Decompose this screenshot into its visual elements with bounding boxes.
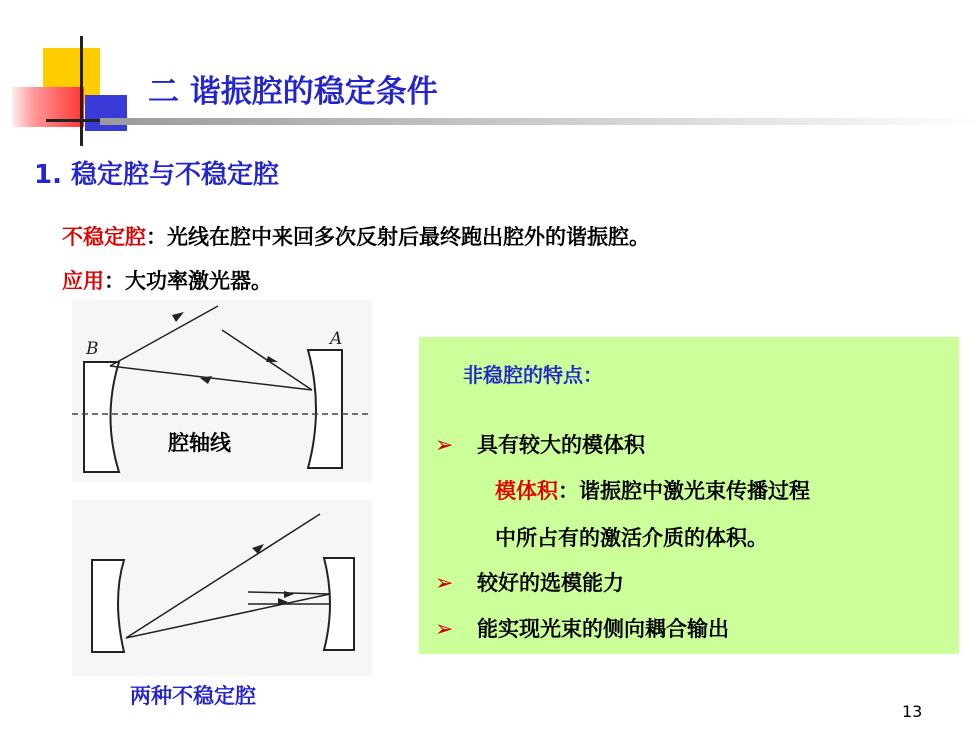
- features-heading: 非稳腔的特点：: [463, 363, 603, 387]
- mirror-a-label: A: [330, 329, 343, 349]
- application-line: [62, 265, 272, 295]
- title-underline: [100, 118, 980, 125]
- bullet-arrow-icon: ➢: [435, 571, 454, 596]
- mode-volume-term: 模体积: [495, 479, 558, 503]
- axis-label: 腔轴线: [168, 431, 231, 455]
- feature-item-3-text: 能实现光束的侧向耦合输出: [477, 617, 729, 641]
- feature-item-1: [435, 429, 645, 459]
- page-title: 二 谐振腔的稳定条件: [148, 74, 438, 110]
- mode-volume-text-1: 谐振腔中激光束传播过程: [579, 479, 810, 503]
- definition-term: 不稳定腔: [62, 225, 146, 249]
- features-box: [419, 337, 959, 654]
- bullet-arrow-icon: ➢: [435, 433, 454, 458]
- figure-caption: 两种不稳定腔: [130, 684, 256, 708]
- application-separator: ：: [104, 269, 125, 293]
- application-term: 应用: [62, 269, 104, 293]
- application-text: 大功率激光器。: [125, 269, 272, 293]
- feature-item-3: [435, 613, 729, 643]
- mode-volume-definition-line1: [495, 475, 810, 505]
- logo-vertical-line: [80, 36, 83, 146]
- mirror-b-label: B: [86, 339, 99, 359]
- feature-item-1-text: 具有较大的模体积: [477, 433, 645, 457]
- feature-item-2-text: 较好的选模能力: [477, 571, 624, 595]
- mode-volume-separator: ：: [558, 479, 579, 503]
- bullet-arrow-icon: ➢: [435, 617, 454, 642]
- definition-line: [62, 221, 650, 251]
- feature-item-2: [435, 567, 624, 597]
- page-number: 13: [902, 702, 923, 721]
- logo-blue-square: [85, 95, 127, 131]
- definition-separator: ：: [146, 225, 167, 249]
- section-subtitle: 1. 稳定腔与不稳定腔: [34, 160, 280, 190]
- definition-text: 光线在腔中来回多次反射后最终跑出腔外的谐振腔。: [167, 225, 650, 249]
- unstable-cavity-diagram-2: [72, 500, 372, 676]
- mode-volume-definition-line2: 中所占有的激活介质的体积。: [495, 526, 768, 550]
